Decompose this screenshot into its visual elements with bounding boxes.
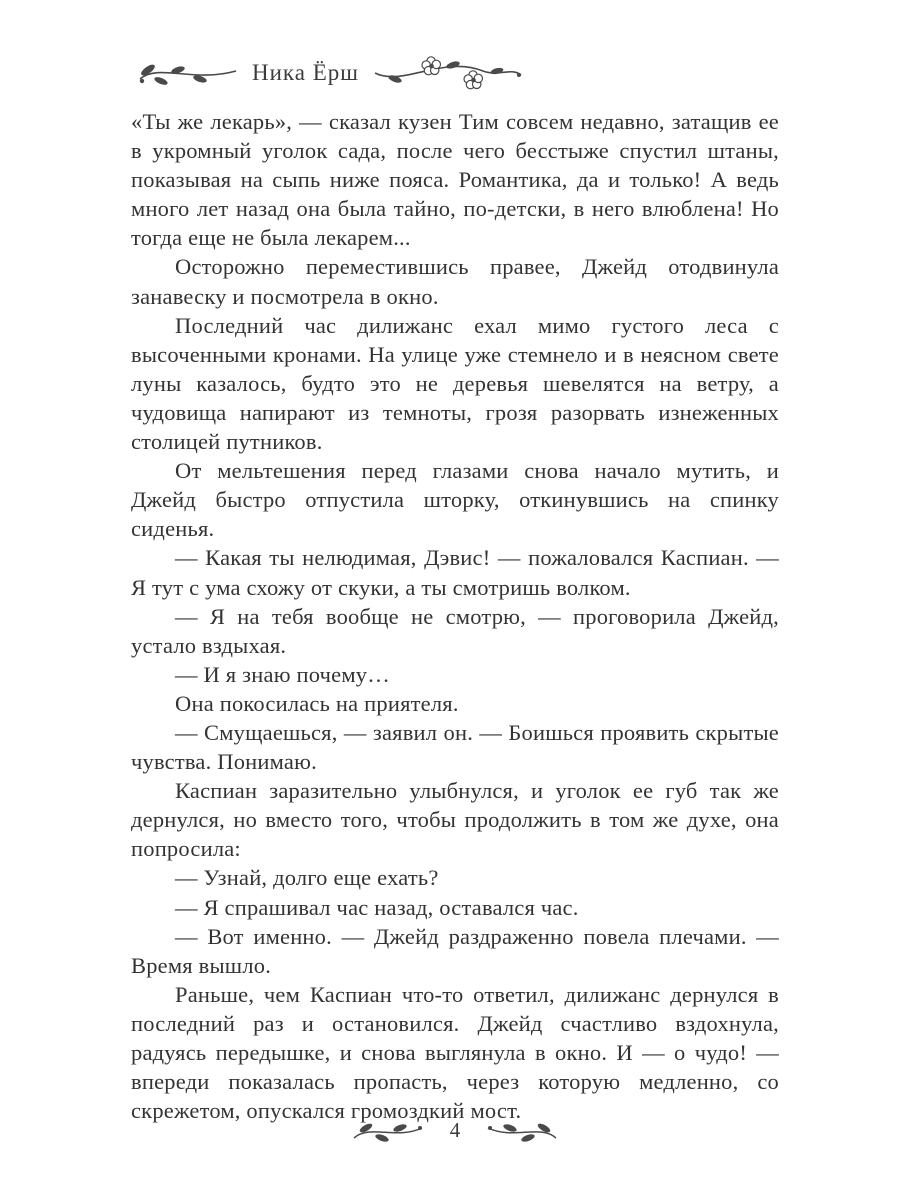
page-number: 4: [449, 1117, 461, 1142]
page-header: [138, 48, 523, 98]
page-footer: [131, 1116, 779, 1144]
paragraph: — Узнай, долго еще ехать?: [175, 865, 439, 891]
paragraph: — Какая ты нелюдимая, Дэвис! — пожаловался Каспиан. — Я тут с ума схожу от скуки, а ты смотришь волком.: [131, 545, 779, 600]
floral-roses-right-icon: [373, 49, 523, 97]
paragraph: — Я спрашивал час назад, оставался час.: [175, 894, 579, 920]
paragraph: Она покосилась на приятеля.: [175, 690, 459, 716]
paragraph: Каспиан заразительно улыбнулся, и уголок ее губ так же дернулся, но вместо того, чтобы продолжить в том же духе, она попросила:: [131, 778, 779, 862]
author-name: Ника Ёрш: [252, 60, 359, 85]
leaf-ornament-right-icon: [486, 1116, 558, 1144]
rose-flower-icon: [422, 57, 441, 75]
body-text: [131, 107, 779, 1125]
paragraph: — И я знаю почему…: [175, 661, 390, 687]
rose-flower-icon: [464, 71, 483, 89]
paragraph: — Я на тебя вообще не смотрю, — проговорила Джейд, устало вздыхая.: [131, 603, 779, 658]
paragraph: Последний час дилижанс ехал мимо густого леса с высоченными кронами. На улице уже стемнело и в неясном свете луны казалось, будто это не деревья шевелятся на ветру, а чудовища напирают из темноты, грозя разорвать изнеженных столицей путников.: [131, 312, 779, 455]
paragraph: «Ты же лекарь», — сказал кузен Тим совсем недавно, затащив ее в укромный уголок сада, после чего бесстыже спустил штаны, показывая на сыпь ниже пояса. Романтика, да и только! А ведь много лет назад она была тайно, по-детски, в него влюблена! Но тогда еще не была лекарем...: [131, 109, 779, 251]
floral-vine-left-icon: [138, 53, 238, 93]
leaf-ornament-left-icon: [352, 1116, 424, 1144]
paragraph: Осторожно переместившись правее, Джейд отодвинула занавеску и посмотрела в окно.: [131, 254, 779, 309]
paragraph: От мельтешения перед глазами снова начало мутить, и Джейд быстро отпустила шторку, откинувшись на спинку сиденья.: [131, 458, 779, 542]
paragraph: Раньше, чем Каспиан что-то ответил, дилижанс дернулся в последний раз и остановился. Джейд счастливо вздохнула, радуясь передышке, и снова выглянула в окно. И — о чудо! — впереди показалась пропасть, через которую медленно, со скрежетом, опускался громоздкий мост.: [131, 981, 779, 1124]
paragraph: — Вот именно. — Джейд раздраженно повела плечами. — Время вышло.: [131, 923, 779, 978]
paragraph: — Смущаешься, — заявил он. — Боишься проявить скрытые чувства. Понимаю.: [131, 719, 779, 775]
